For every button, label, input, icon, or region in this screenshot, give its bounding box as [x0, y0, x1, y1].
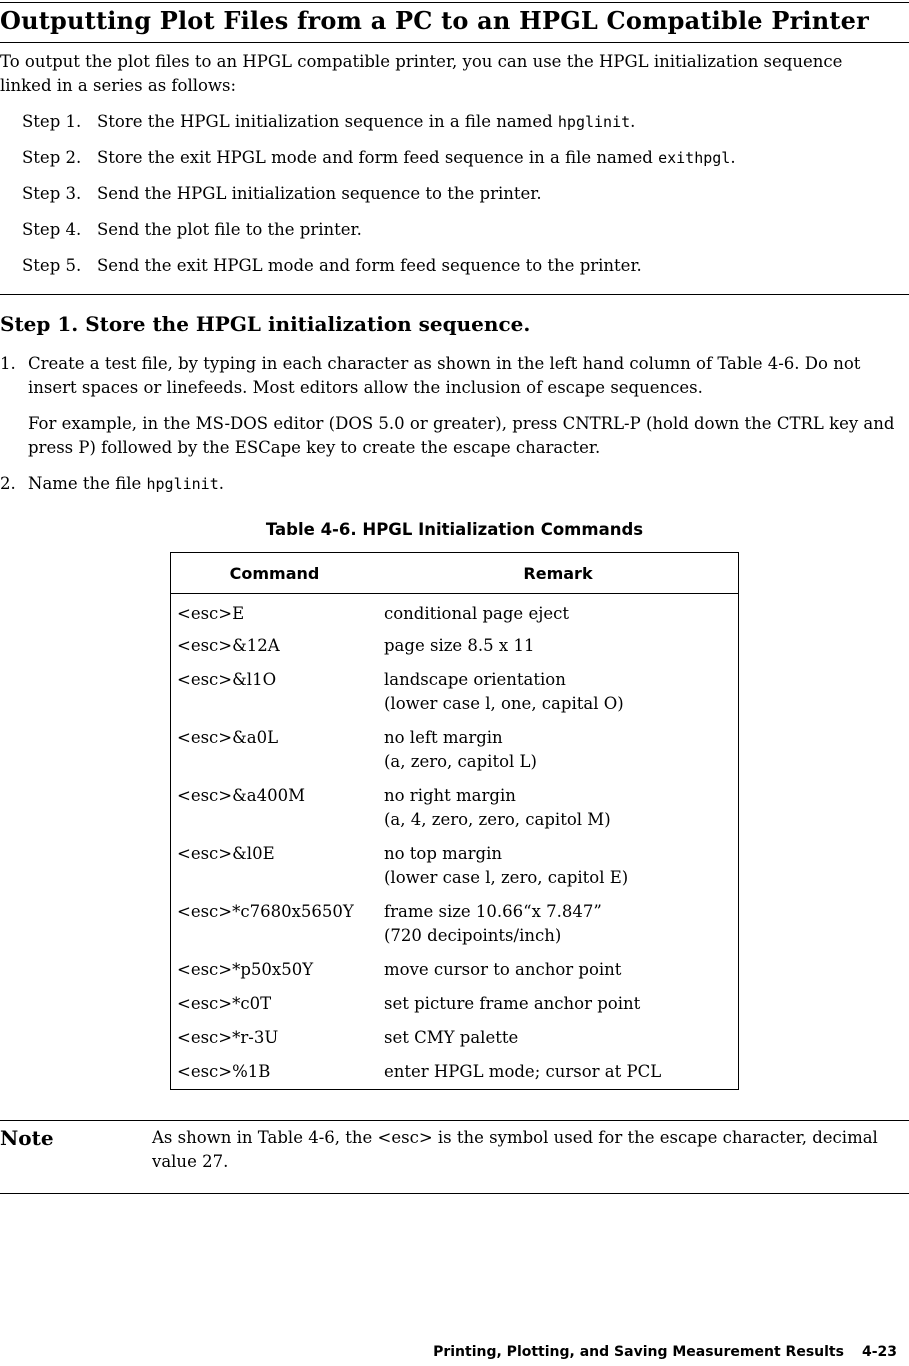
item-paragraph: For example, in the MS-DOS editor (DOS 5.0 or greater), press CNTRL-P (hold down the CTRL key and press P) followed by the ESCape key to create the escape character.: [28, 414, 895, 457]
step-text: Send the exit HPGL mode and form feed sequence to the printer.: [97, 256, 642, 275]
table-row: [171, 668, 739, 726]
command-cell: <esc>&a400M: [177, 785, 306, 805]
remark-cell: [378, 900, 739, 958]
remark-text: conditional page eject: [384, 604, 569, 623]
remark-detail: (a, 4, zero, zero, capitol M): [384, 809, 611, 829]
step-text: Store the exit HPGL mode and form feed sequence in a file named: [97, 148, 659, 167]
step-number: Step 3.: [22, 184, 82, 203]
commands-table: [170, 552, 739, 1090]
step-item: [22, 146, 736, 182]
remark-cell: [378, 726, 739, 784]
page-footer: [433, 1344, 897, 1360]
command-cell: <esc>E: [177, 604, 245, 623]
remark-detail: (lower case l, zero, capitol E): [384, 867, 629, 887]
remark-cell: [378, 784, 739, 842]
table-header-row: [171, 553, 739, 594]
note-bottom-rule: [0, 1193, 909, 1194]
command-cell: <esc>&l0E: [177, 843, 275, 863]
remark-cell: [378, 958, 739, 992]
step-number: Step 2.: [22, 148, 82, 167]
item-number: 1.: [0, 354, 16, 373]
step-punct: .: [730, 148, 736, 167]
page-title: Outputting Plot Files from a PC to an HPGL Compatible Printer: [0, 6, 869, 35]
remark-text: no right margin: [384, 785, 516, 805]
step-code: hpglinit: [557, 113, 631, 131]
page-number: 4-23: [861, 1344, 897, 1360]
section-heading: Step 1. Store the HPGL initialization sequence.: [0, 312, 531, 336]
command-cell: <esc>*r-3U: [177, 1027, 279, 1047]
remark-text: landscape orientation: [384, 669, 566, 689]
table-row: [171, 1060, 739, 1090]
step-number: Step 4.: [22, 220, 82, 239]
step-item: [22, 110, 736, 146]
table-row: [171, 992, 739, 1026]
intro-paragraph: To output the plot files to an HPGL compatible printer, you can use the HPGL initialization sequence linked in a series as follows:: [0, 52, 843, 95]
command-cell: <esc>&12A: [177, 635, 280, 655]
table-caption: Table 4-6. HPGL Initialization Commands: [265, 520, 644, 539]
item-paragraph: [28, 472, 898, 496]
item-paragraph: Create a test file, by typing in each character as shown in the left hand column of Table 4-6. Do not insert spaces or linefeeds. Most editors allow the inclusion of escape sequences.: [28, 354, 861, 397]
footer-section: Printing, Plotting, and Saving Measurement Results: [433, 1344, 844, 1360]
remark-text: no left margin: [384, 727, 503, 747]
column-header: Remark: [378, 553, 739, 594]
instruction-item-1: [0, 352, 909, 472]
remark-text: page size 8.5 x 11: [384, 635, 535, 655]
step-number: Step 5.: [22, 256, 82, 275]
step-number: Step 1.: [22, 112, 82, 131]
step-item: [22, 254, 736, 290]
note-text: As shown in Table 4-6, the <esc> is the symbol used for the escape character, decimal value 27.: [152, 1128, 878, 1171]
step-item: [22, 182, 736, 218]
table-row: [171, 958, 739, 992]
remark-cell: [378, 842, 739, 900]
remark-text: move cursor to anchor point: [384, 959, 622, 979]
remark-cell: [378, 1026, 739, 1060]
remark-detail: (720 decipoints/inch): [384, 925, 562, 945]
item-number: 2.: [0, 474, 16, 493]
remark-cell: [378, 992, 739, 1026]
section-rule: [0, 294, 909, 295]
step-text: Send the HPGL initialization sequence to the printer.: [97, 184, 542, 203]
remark-text: frame size 10.66“x 7.847”: [384, 901, 602, 921]
remark-cell: [378, 634, 739, 668]
item-code: hpglinit: [146, 475, 219, 493]
step-item: [22, 218, 736, 254]
step-punct: .: [630, 112, 636, 131]
step-text: Store the HPGL initialization sequence in a file named: [97, 112, 558, 131]
column-header: Command: [171, 553, 379, 594]
remark-text: set CMY palette: [384, 1027, 519, 1047]
title-rule: [0, 42, 909, 43]
command-cell: <esc>*c7680x5650Y: [177, 901, 354, 921]
table-row: [171, 842, 739, 900]
item-text: Name the file: [28, 474, 147, 493]
instruction-item-2: [0, 472, 909, 496]
table-row: [171, 1026, 739, 1060]
table-row: [171, 784, 739, 842]
command-cell: <esc>*p50x50Y: [177, 959, 314, 979]
table-row: [171, 900, 739, 958]
command-cell: <esc>*c0T: [177, 993, 272, 1013]
step-list: [22, 110, 736, 290]
table-row: [171, 726, 739, 784]
remark-detail: (lower case l, one, capital O): [384, 693, 624, 713]
remark-text: set picture frame anchor point: [384, 993, 641, 1013]
note-label: Note: [0, 1126, 54, 1150]
top-rule: [0, 2, 909, 3]
remark-text: enter HPGL mode; cursor at PCL: [384, 1061, 662, 1081]
remark-cell: [378, 668, 739, 726]
step-text: Send the plot file to the printer.: [97, 220, 362, 239]
remark-cell: [378, 1060, 739, 1090]
remark-detail: (a, zero, capitol L): [384, 751, 537, 771]
command-cell: <esc>&l1O: [177, 669, 277, 689]
command-cell: <esc>%1B: [177, 1061, 271, 1081]
note-top-rule: [0, 1120, 909, 1121]
item-punct: .: [218, 474, 224, 493]
table-row: [171, 594, 739, 634]
table-row: [171, 634, 739, 668]
remark-cell: [378, 594, 739, 634]
step-code: exithpgl: [658, 149, 731, 167]
command-cell: <esc>&a0L: [177, 727, 279, 747]
remark-text: no top margin: [384, 843, 503, 863]
